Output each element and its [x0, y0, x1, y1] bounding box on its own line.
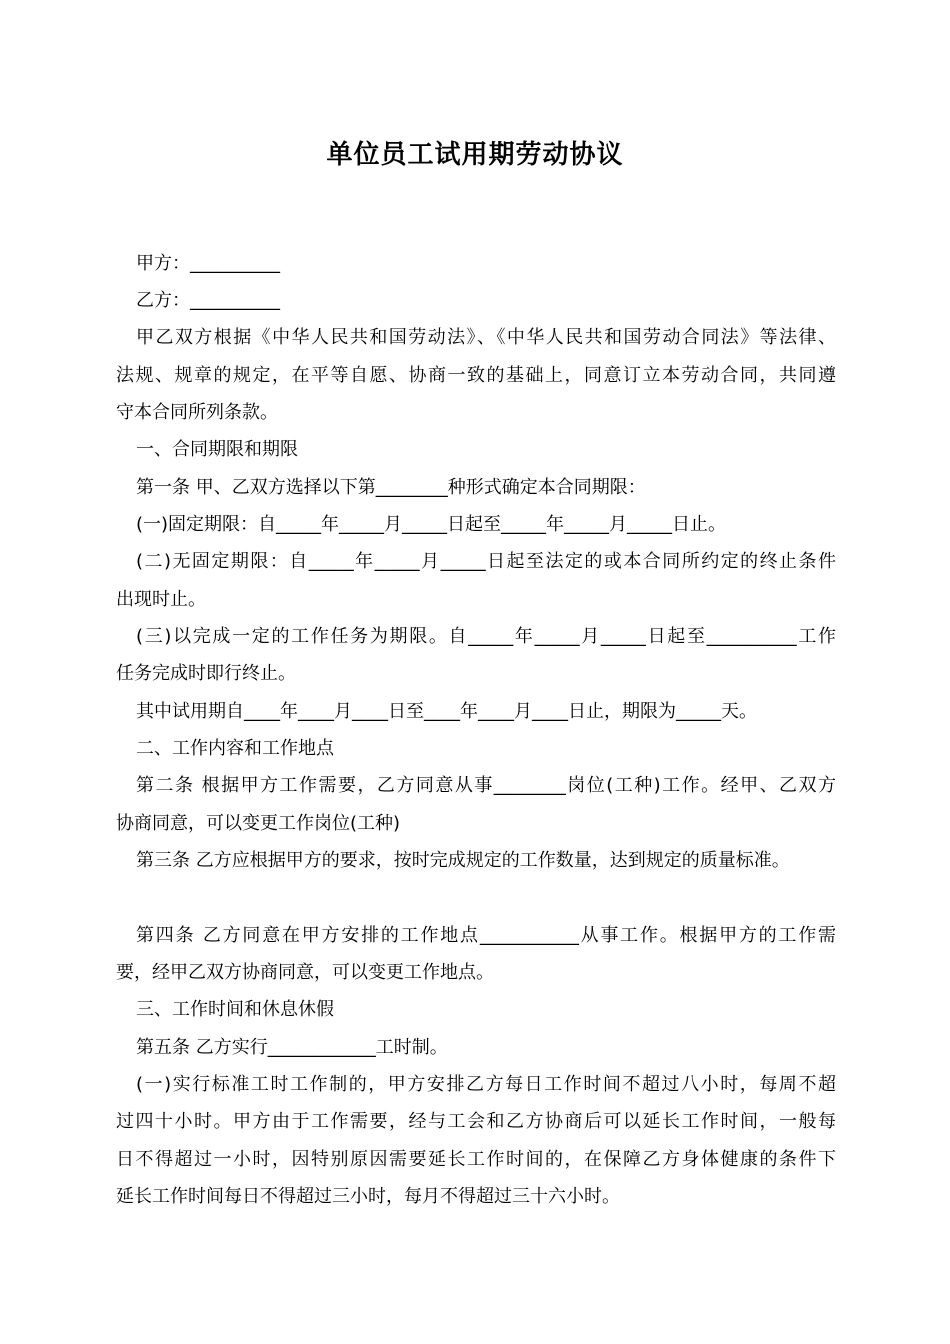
article-line: 第一条 甲、乙双方选择以下第________种形式确定本合同期限：	[136, 477, 646, 498]
clause-line: (三)以完成一定的工作任务为期限。自_____年_____月_____日起至__________工作	[136, 626, 836, 647]
clause-line: 过四十小时。甲方由于工作需要，经与工会和乙方协商后可以延长工作时间，一般每	[116, 1111, 836, 1132]
clause-line: 延长工作时间每日不得超过三小时，每月不得超过三十六小时。	[116, 1186, 620, 1207]
clause-line: (二)无固定期限：自_____年_____月_____日起至法定的或本合同所约定的终止条件	[136, 551, 836, 572]
article-line: 协商同意，可以变更工作岗位(工种)	[116, 813, 401, 834]
party-a-line: 甲方：__________	[136, 253, 280, 274]
clause-line: 任务完成时即行终止。	[116, 663, 296, 684]
document-title: 单位员工试用期劳动协议	[326, 140, 624, 170]
section-heading: 二、工作内容和工作地点	[136, 738, 334, 759]
clause-line: (一)实行标准工时工作制的，甲方安排乙方每日工作时间不超过八小时，每周不超	[136, 1074, 836, 1095]
section-heading: 一、合同期限和期限	[136, 439, 298, 460]
article-line: 第二条 根据甲方工作需要，乙方同意从事________岗位(工种)工作。经甲、乙双方	[136, 775, 836, 796]
paragraph-line: 法规、规章的规定，在平等自愿、协商一致的基础上，同意订立本劳动合同，共同遵	[116, 365, 836, 386]
paragraph-line: 守本合同所列条款。	[116, 402, 278, 423]
article-line: 第三条 乙方应根据甲方的要求，按时完成规定的工作数量，达到规定的质量标准。	[136, 850, 790, 871]
article-line: 要，经甲乙双方协商同意，可以变更工作地点。	[116, 962, 494, 983]
party-b-line: 乙方：__________	[136, 290, 280, 311]
article-line: 第五条 乙方实行____________工时制。	[136, 1037, 448, 1058]
probation-line: 其中试用期自____年____月____日至____年____月____日止，期限为_____天。	[136, 701, 757, 722]
clause-line: (一)固定期限：自_____年_____月_____日起至_____年_____月_____日止。	[136, 514, 727, 535]
clause-line: 出现时止。	[116, 589, 206, 610]
clause-line: 日不得超过一小时，因特别原因需要延长工作时间的，在保障乙方身体健康的条件下	[116, 1149, 836, 1170]
article-line: 第四条 乙方同意在甲方安排的工作地点___________从事工作。根据甲方的工作需	[136, 925, 836, 946]
section-heading: 三、工作时间和休息休假	[136, 999, 334, 1020]
paragraph-line: 甲乙双方根据《中华人民共和国劳动法》、《中华人民共和国劳动合同法》等法律、	[136, 327, 836, 348]
